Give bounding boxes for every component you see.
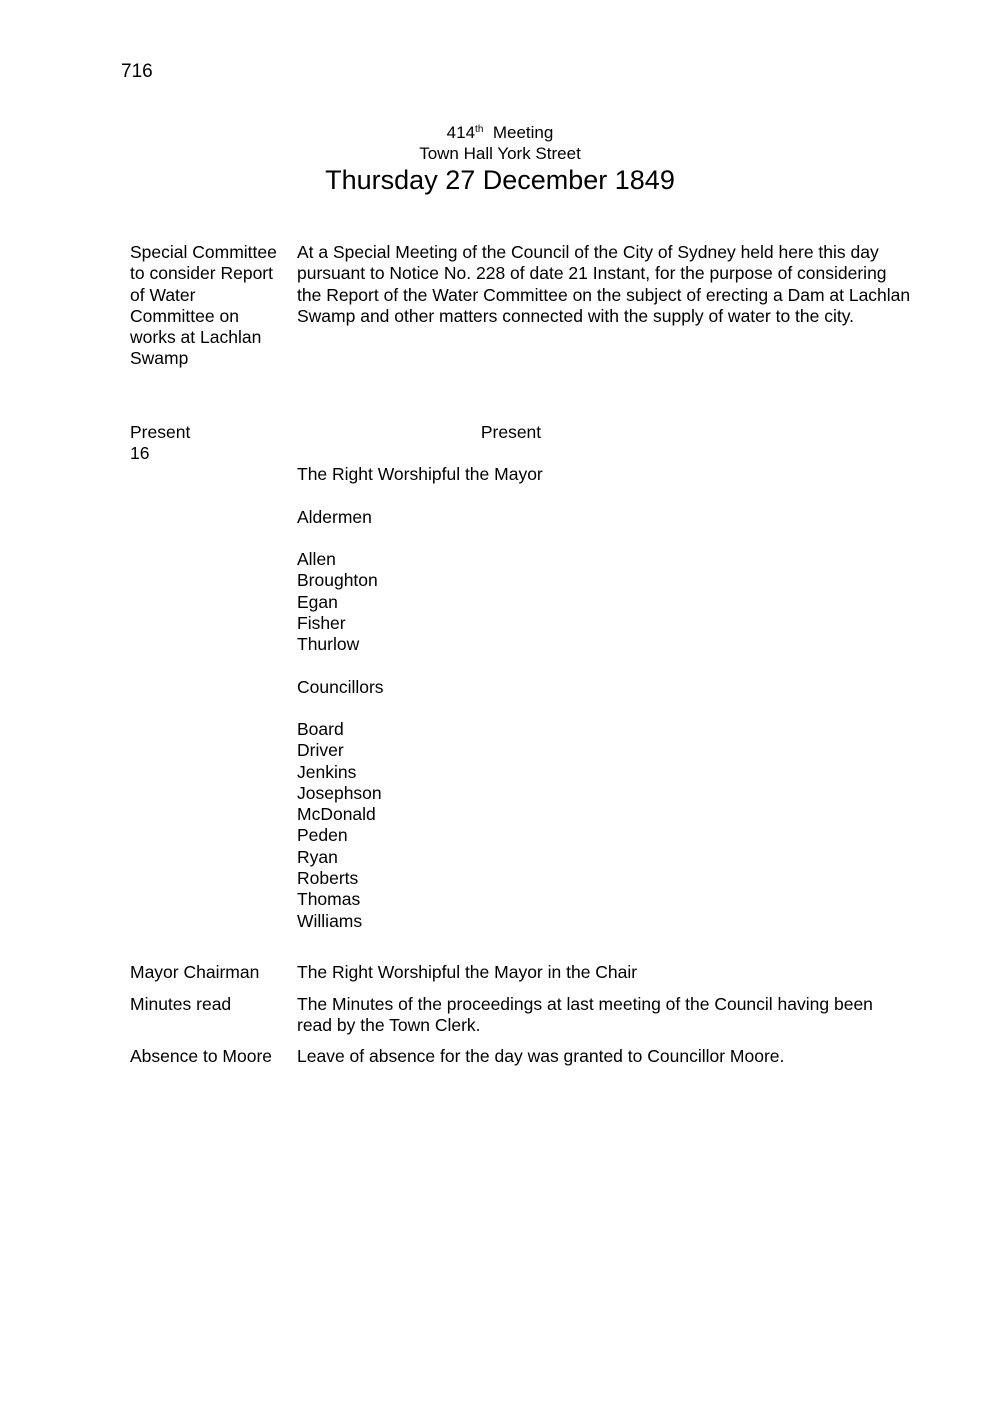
alderman-name: Fisher bbox=[297, 612, 346, 633]
councillor-name: Josephson bbox=[297, 782, 382, 803]
alderman-name: Broughton bbox=[297, 570, 378, 591]
councillor-name: Thomas bbox=[297, 889, 361, 910]
meeting-number-value: 414 bbox=[446, 123, 476, 142]
meeting-number bbox=[0, 122, 1000, 143]
councillors-list bbox=[297, 719, 912, 932]
councillor-name: Jenkins bbox=[297, 761, 357, 782]
alderman-name: Egan bbox=[297, 591, 338, 612]
councillor-name: Driver bbox=[297, 740, 344, 761]
meeting-word: Meeting bbox=[492, 123, 554, 142]
councillor-name: Ryan bbox=[297, 846, 338, 867]
present-heading: Present bbox=[480, 422, 542, 442]
councillors-heading: Councillors bbox=[297, 677, 384, 697]
councillor-name: Roberts bbox=[297, 868, 359, 889]
page-number: 716 bbox=[121, 61, 153, 82]
chair-text: The Right Worshipful the Mayor in the Chair bbox=[297, 962, 638, 982]
special-committee-margin-note: Special Committee to consider Report of Water Committee on works at Lachlan Swamp bbox=[130, 242, 277, 369]
present-margin-label: Present bbox=[130, 422, 191, 442]
present-margin-count: 16 bbox=[130, 443, 150, 463]
mayor-present: The Right Worshipful the Mayor bbox=[297, 464, 543, 484]
absence-text: Leave of absence for the day was granted to Councillor Moore. bbox=[297, 1046, 785, 1066]
absence-margin-note: Absence to Moore bbox=[130, 1046, 273, 1066]
aldermen-list bbox=[297, 549, 912, 655]
aldermen-heading: Aldermen bbox=[297, 507, 372, 527]
councillor-name: Board bbox=[297, 719, 344, 739]
councillor-name: Williams bbox=[297, 910, 363, 931]
alderman-name: Thurlow bbox=[297, 634, 360, 655]
alderman-name: Allen bbox=[297, 549, 336, 569]
special-meeting-text: At a Special Meeting of the Council of the City of Sydney held here this day pursuant to Notice No. 228 of date 21 Instant, for the purpose of considering the Report of the Water Committee on the subject of erecting a Dam at Lachlan Swamp and other matters connected with the supply of water to the city. bbox=[297, 242, 911, 326]
councillor-name: Peden bbox=[297, 825, 348, 846]
meeting-date: Thursday 27 December 1849 bbox=[325, 165, 675, 195]
chair-margin-note: Mayor Chairman bbox=[130, 962, 260, 982]
minutes-margin-note: Minutes read bbox=[130, 994, 232, 1014]
minutes-text: The Minutes of the proceedings at last meeting of the Council having been read by the Town Clerk. bbox=[297, 994, 873, 1036]
councillor-name: McDonald bbox=[297, 804, 376, 825]
meeting-venue: Town Hall York Street bbox=[419, 144, 581, 163]
meeting-number-suffix: th bbox=[475, 124, 484, 135]
